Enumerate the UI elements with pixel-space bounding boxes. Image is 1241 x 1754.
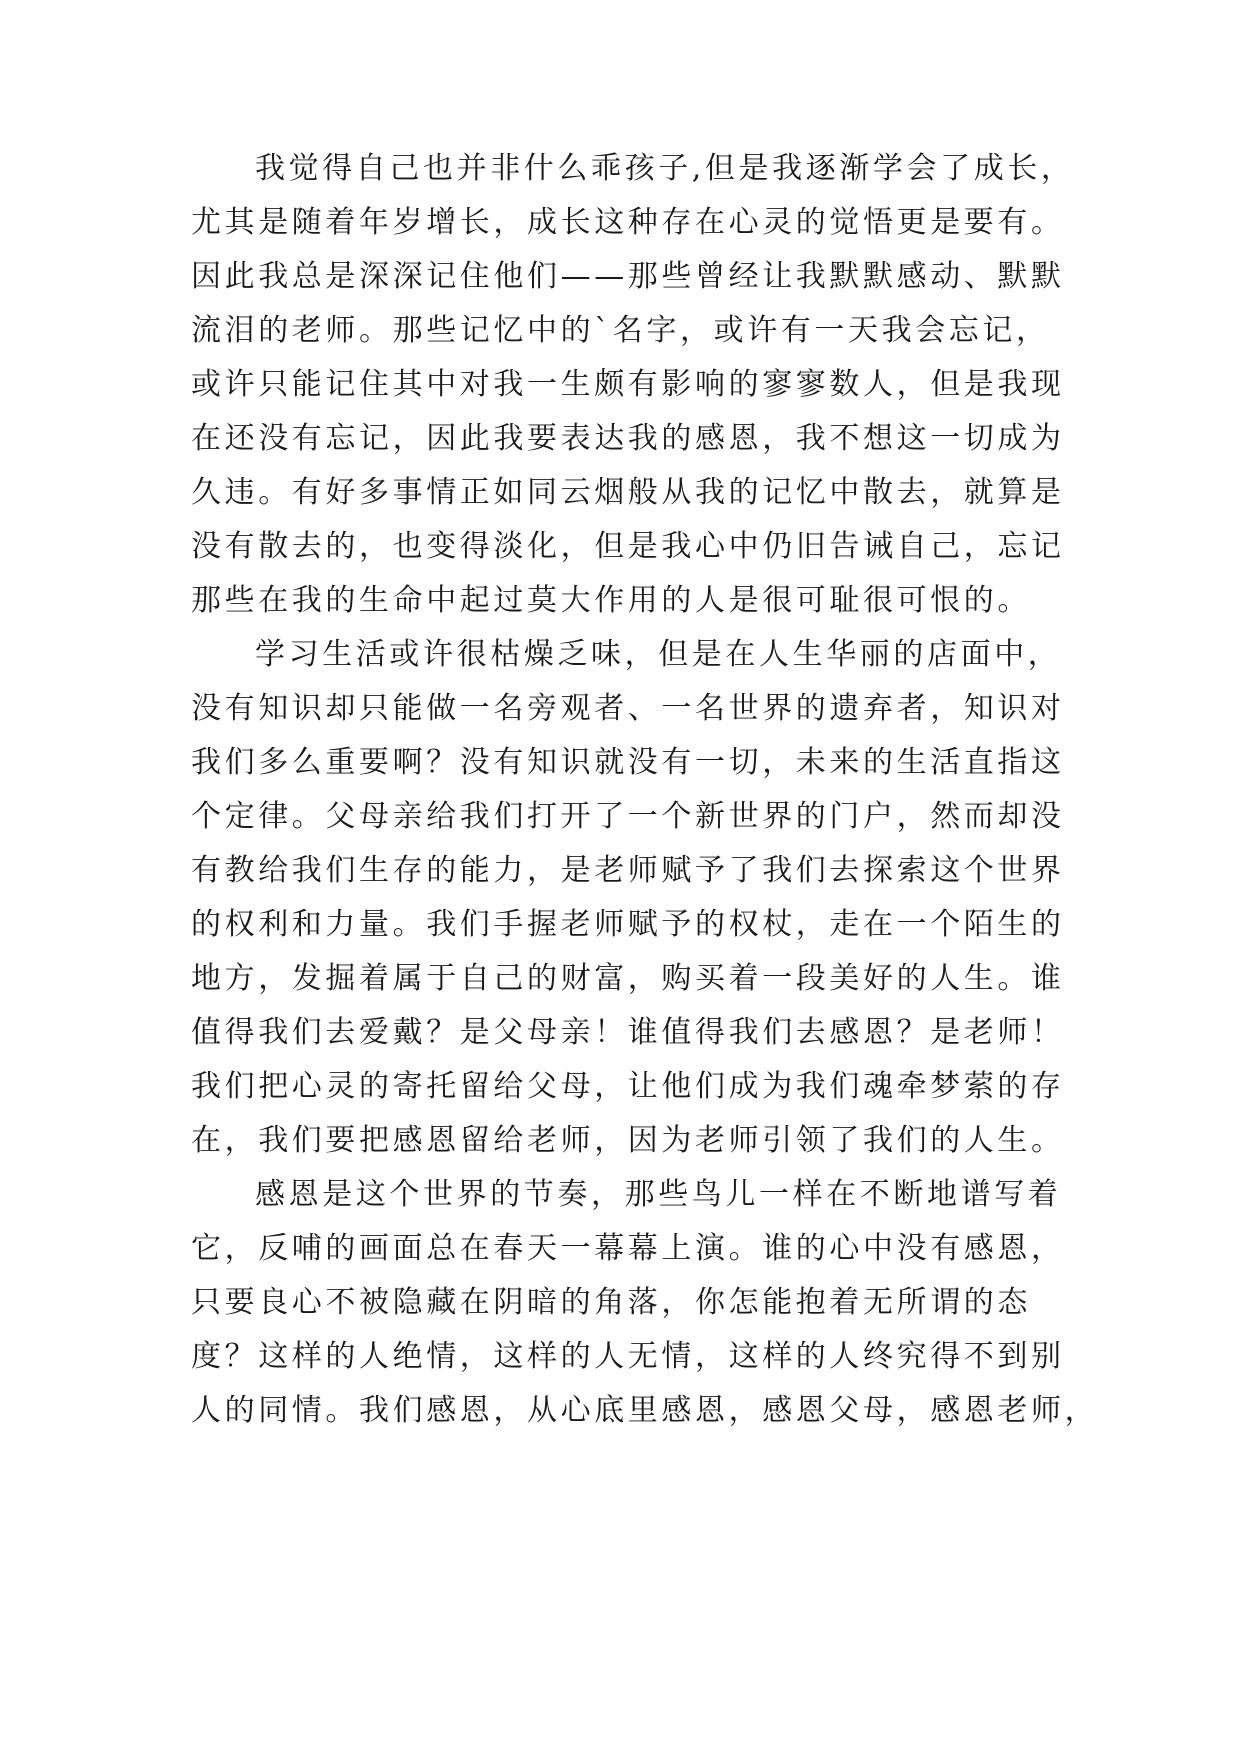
text-line: 有教给我们生存的能力，是老师赋予了我们去探索这个世界 (191, 853, 1065, 888)
text-line: 度？这样的人绝情，这样的人无情，这样的人终究得不到别 (191, 1339, 1065, 1374)
text-line: 人的同情。我们感恩，从心底里感恩，感恩父母，感恩老师， (191, 1393, 1099, 1428)
text-line: 只要良心不被隐藏在阴暗的角落，你怎能抱着无所谓的态 (191, 1285, 1031, 1320)
text-line: 没有散去的，也变得淡化，但是我心中仍旧告诫自己，忘记 (191, 529, 1065, 564)
text-line: 久违。有好多事情正如同云烟般从我的记忆中散去，就算是 (191, 475, 1065, 510)
text-line: 它，反哺的画面总在春天一幕幕上演。谁的心中没有感恩， (191, 1231, 1065, 1266)
text-line: 尤其是随着年岁增长，成长这种存在心灵的觉悟更是要有。 (191, 205, 1065, 240)
text-line: 感恩是这个世界的节奏，那些鸟儿一样在不断地谱写着 (255, 1177, 1062, 1212)
text-line: 或许只能记住其中对我一生颇有影响的寥寥数人，但是我现 (191, 367, 1065, 402)
text-line: 在还没有忘记，因此我要表达我的感恩，我不想这一切成为 (191, 421, 1065, 456)
text-line: 个定律。父母亲给我们打开了一个新世界的门户，然而却没 (191, 799, 1065, 834)
text-line: 我们把心灵的寄托留给父母，让他们成为我们魂牵梦萦的存 (191, 1069, 1065, 1104)
text-line: 我们多么重要啊？没有知识就没有一切，未来的生活直指这 (191, 745, 1065, 780)
text-line: 流泪的老师。那些记忆中的`名字，或许有一天我会忘记， (191, 313, 1050, 348)
text-line: 没有知识却只能做一名旁观者、一名世界的遗弃者，知识对 (191, 691, 1065, 726)
text-line: 地方，发掘着属于自己的财富，购买着一段美好的人生。谁 (191, 961, 1065, 996)
text-line: 的权利和力量。我们手握老师赋予的权杖，走在一个陌生的 (191, 907, 1065, 942)
text-line: 在，我们要把感恩留给老师，因为老师引领了我们的人生。 (191, 1123, 1065, 1158)
text-line: 因此我总是深深记住他们——那些曾经让我默默感动、默默 (191, 259, 1065, 294)
text-line: 我觉得自己也并非什么乖孩子,但是我逐渐学会了成长， (255, 151, 1075, 186)
text-line: 值得我们去爱戴？是父母亲！谁值得我们去感恩？是老师！ (191, 1015, 1065, 1050)
text-line: 那些在我的生命中起过莫大作用的人是很可耻很可恨的。 (191, 583, 1031, 618)
text-line: 学习生活或许很枯燥乏味，但是在人生华丽的店面中， (255, 637, 1062, 672)
